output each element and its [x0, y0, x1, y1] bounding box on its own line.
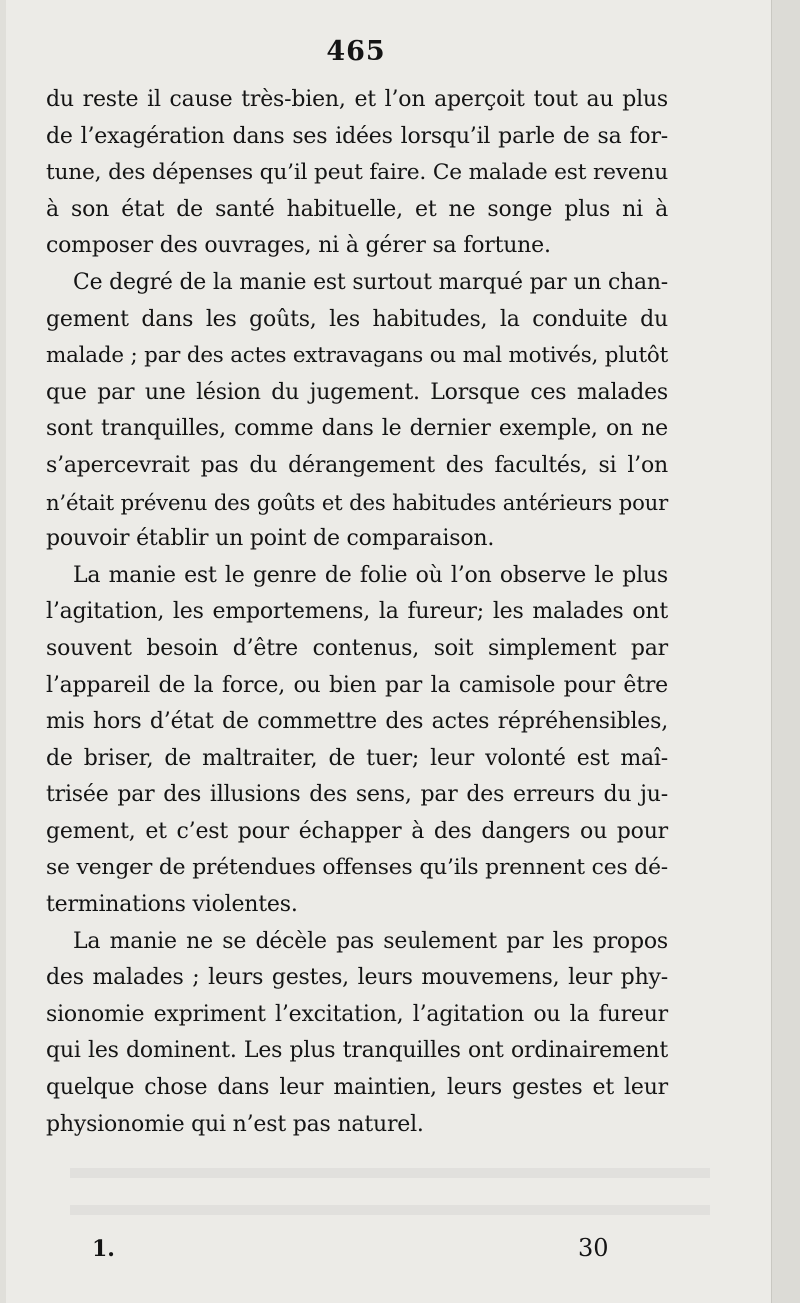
- gathering-number: 30: [578, 1234, 609, 1262]
- text-line: l’agitation, les emportemens, la fureur; les malades ont: [46, 599, 668, 625]
- text-line: à son état de santé habituelle, et ne songe plus ni à: [46, 196, 668, 222]
- text-line: physionomie qui n’est pas naturel.: [46, 1111, 424, 1137]
- text-line: des malades ; leurs gestes, leurs mouvemens, leur phy-: [46, 965, 668, 991]
- text-line: composer des ouvrages, ni à gérer sa fortune.: [46, 233, 551, 259]
- paragraph-first-line: La manie ne se décèle pas seulement par les propos: [73, 928, 668, 954]
- text-line: sont tranquilles, comme dans le dernier exemple, on ne: [46, 416, 668, 442]
- text-line: que par une lésion du jugement. Lorsque ces malades: [46, 379, 668, 405]
- text-line: malade ; par des actes extravagans ou mal motivés, plutôt: [46, 343, 668, 369]
- text-line: se venger de prétendues offenses qu’ils prennent ces dé-: [46, 855, 668, 881]
- text-line: n’était prévenu des goûts et des habitudes antérieurs pour: [46, 489, 668, 515]
- text-line: de briser, de maltraiter, de tuer; leur volonté est maî-: [46, 745, 668, 771]
- text-line: du reste il cause très-bien, et l’on aperçoit tout au plus: [46, 87, 668, 112]
- text-line: terminations violentes.: [46, 892, 298, 918]
- text-line: l’appareil de la force, ou bien par la camisole pour être: [46, 672, 668, 698]
- text-line: pouvoir établir un point de comparaison.: [46, 526, 495, 552]
- text-line: tune, des dépenses qu’il peut faire. Ce malade est revenu: [46, 160, 668, 186]
- text-line: qui les dominent. Les plus tranquilles ont ordinairement: [46, 1038, 668, 1064]
- text-line: gement dans les goûts, les habitudes, la conduite du: [46, 306, 668, 332]
- text-line: souvent besoin d’être contenus, soit simplement par: [46, 635, 668, 661]
- page-right-edge: [771, 0, 800, 1303]
- body-text: [46, 82, 668, 1143]
- paragraph-first-line: Ce degré de la manie est surtout marqué par un chan-: [73, 269, 668, 295]
- signature-mark: 1.: [92, 1236, 115, 1262]
- text-line: gement, et c’est pour échapper à des dangers ou pour: [46, 818, 668, 844]
- show-through-bleed: [70, 1205, 710, 1215]
- paragraph-first-line: La manie est le genre de folie où l’on observe le plus: [73, 562, 668, 588]
- page-number: 465: [326, 36, 386, 67]
- text-line: mis hors d’état de commettre des actes répréhensibles,: [46, 709, 668, 735]
- text-line: sionomie expriment l’excitation, l’agitation ou la fureur: [46, 1001, 668, 1027]
- text-line: trisée par des illusions des sens, par des erreurs du ju-: [46, 782, 668, 808]
- page-left-edge: [0, 0, 6, 1303]
- text-line: de l’exagération dans ses idées lorsqu’il parle de sa for-: [46, 123, 668, 149]
- show-through-bleed: [70, 1168, 710, 1178]
- text-line: quelque chose dans leur maintien, leurs gestes et leur: [46, 1075, 668, 1101]
- text-line: s’apercevrait pas du dérangement des facultés, si l’on: [46, 452, 668, 478]
